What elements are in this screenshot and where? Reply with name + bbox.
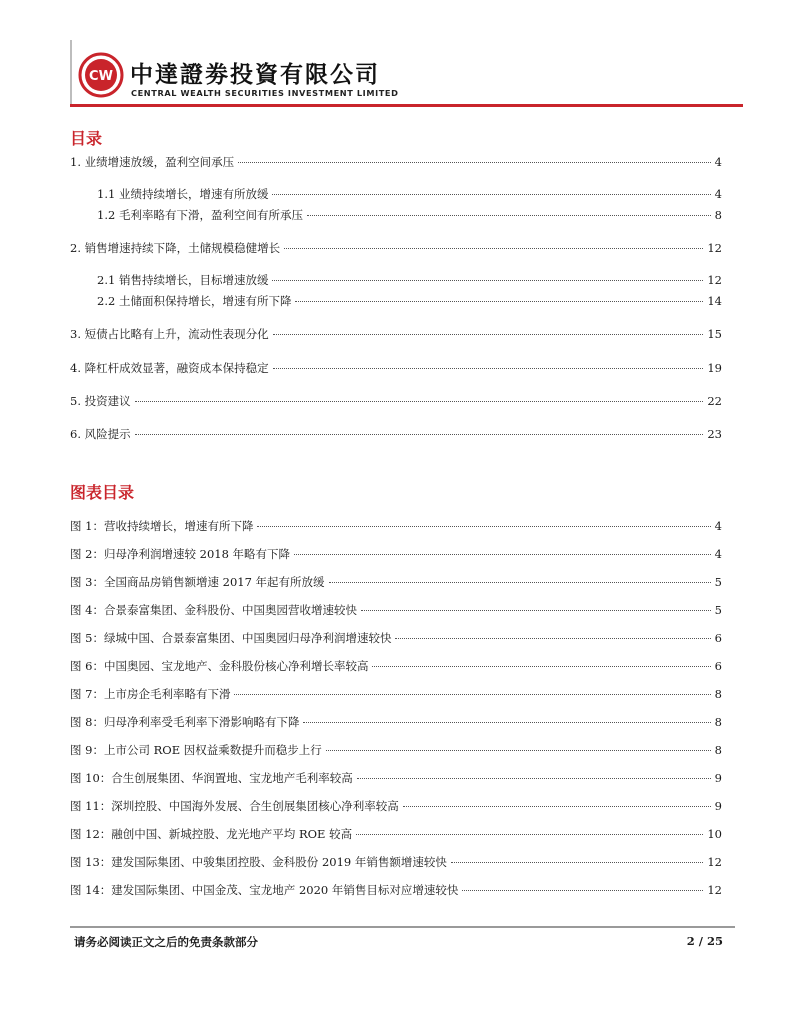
figure-entry[interactable]	[70, 743, 722, 757]
company-logo	[78, 52, 124, 98]
figure-entry-label: 图 11：深圳控股、中国海外发展、合生创展集团核心净利率较高	[70, 799, 399, 813]
toc-entry-page: 4	[714, 155, 722, 169]
figure-entry[interactable]	[70, 771, 722, 785]
toc-entry-page: 12	[707, 273, 722, 287]
figure-entry-page: 6	[714, 659, 722, 673]
toc-entry[interactable]	[70, 155, 722, 169]
figure-entry-page: 10	[707, 827, 722, 841]
figure-entry[interactable]	[70, 519, 722, 533]
toc-entry-page: 8	[714, 208, 722, 222]
figure-entry[interactable]	[70, 547, 722, 561]
toc-entry-page: 19	[707, 361, 722, 375]
figures-title: 图表目录	[70, 483, 135, 502]
figure-entry-label: 图 10：合生创展集团、华润置地、宝龙地产毛利率较高	[70, 771, 353, 785]
toc-entry-label: 1. 业绩增速放缓，盈利空间承压	[70, 155, 235, 169]
toc-entry[interactable]	[97, 187, 722, 201]
figure-entry-label: 图 3：全国商品房销售额增速 2017 年起有所放缓	[70, 575, 325, 589]
toc-entry-page: 15	[707, 327, 722, 341]
page-number: 2 / 25	[686, 934, 723, 948]
company-name-cn: 中達證劵投資有限公司	[130, 62, 380, 88]
figure-entry-page: 8	[714, 687, 722, 701]
figure-entry-page: 12	[707, 855, 722, 869]
figure-entry-label: 图 1：营收持续增长，增速有所下降	[70, 519, 254, 533]
figure-entry-label: 图 2：归母净利润增速较 2018 年略有下降	[70, 547, 291, 561]
disclaimer-note: 请务必阅读正文之后的免责条款部分	[74, 935, 258, 949]
toc-entry-page: 12	[707, 241, 722, 255]
figure-entry-page: 4	[714, 519, 722, 533]
toc-entry-label: 6. 风险提示	[70, 427, 131, 441]
figure-entry-label: 图 13：建发国际集团、中骏集团控股、金科股份 2019 年销售额增速较快	[70, 855, 447, 869]
figure-entry[interactable]	[70, 855, 722, 869]
header-divider	[70, 40, 72, 104]
figure-entry-page: 12	[707, 883, 722, 897]
figure-entry-page: 9	[714, 799, 722, 813]
figure-entry[interactable]	[70, 883, 722, 897]
toc-entry-label: 5. 投资建议	[70, 394, 131, 408]
figure-entry-label: 图 6：中国奥园、宝龙地产、金科股份核心净利增长率较高	[70, 659, 369, 673]
toc-entry[interactable]	[70, 394, 722, 408]
figure-entry[interactable]	[70, 687, 722, 701]
toc-entry-label: 1.2 毛利率略有下滑，盈利空间有所承压	[97, 208, 303, 222]
toc-entry-page: 4	[714, 187, 722, 201]
figure-entry-label: 图 8：归母净利率受毛利率下滑影响略有下降	[70, 715, 300, 729]
toc-entry[interactable]	[70, 361, 722, 375]
figure-entry-page: 8	[714, 743, 722, 757]
toc-entry[interactable]	[97, 273, 722, 287]
figure-entry[interactable]	[70, 631, 722, 645]
figure-entry[interactable]	[70, 575, 722, 589]
toc-entry-label: 2.1 销售持续增长，目标增速放缓	[97, 273, 269, 287]
toc-entry-page: 22	[707, 394, 722, 408]
figure-entry-label: 图 4：合景泰富集团、金科股份、中国奥园营收增速较快	[70, 603, 357, 617]
toc-entry-label: 3. 短债占比略有上升，流动性表现分化	[70, 327, 269, 341]
toc-entry-page: 14	[707, 294, 722, 308]
toc-entry-label: 2.2 土储面积保持增长，增速有所下降	[97, 294, 292, 308]
toc-entry-label: 4. 降杠杆成效显著，融资成本保持稳定	[70, 361, 269, 375]
figure-entry[interactable]	[70, 659, 722, 673]
figure-entry-label: 图 12：融创中国、新城控股、龙光地产平均 ROE 较高	[70, 827, 353, 841]
toc-entry[interactable]	[70, 327, 722, 341]
figure-entry-label: 图 5：绿城中国、合景泰富集团、中国奥园归母净利润增速较快	[70, 631, 392, 645]
figure-entry-label: 图 9：上市公司 ROE 因权益乘数提升而稳步上行	[70, 743, 322, 757]
page-header	[0, 0, 791, 110]
toc-entry-label: 1.1 业绩持续增长，增速有所放缓	[97, 187, 269, 201]
figure-entry-page: 5	[714, 603, 722, 617]
company-name-en: CENTRAL WEALTH SECURITIES INVESTMENT LIMITED	[131, 88, 399, 98]
figure-entry[interactable]	[70, 603, 722, 617]
figure-entry-label: 图 14：建发国际集团、中国金茂、宝龙地产 2020 年销售目标对应增速较快	[70, 883, 459, 897]
figure-entry-page: 8	[714, 715, 722, 729]
toc-entry[interactable]	[97, 294, 722, 308]
figure-entry-label: 图 7：上市房企毛利率略有下滑	[70, 687, 231, 701]
footer-rule	[70, 926, 735, 928]
figure-entry-page: 9	[714, 771, 722, 785]
header-rule	[70, 104, 743, 107]
figure-entry-page: 5	[714, 575, 722, 589]
toc-entry-page: 23	[707, 427, 722, 441]
figure-entry-page: 4	[714, 547, 722, 561]
figure-entry-page: 6	[714, 631, 722, 645]
figure-entry[interactable]	[70, 827, 722, 841]
toc-title: 目录	[70, 129, 103, 148]
toc-entry-label: 2. 销售增速持续下降，土储规模稳健增长	[70, 241, 281, 255]
toc-entry[interactable]	[70, 427, 722, 441]
toc-entry[interactable]	[70, 241, 722, 255]
toc-entry[interactable]	[97, 208, 722, 222]
figure-entry[interactable]	[70, 715, 722, 729]
logo-text: CW	[89, 69, 113, 84]
figure-entry[interactable]	[70, 799, 722, 813]
